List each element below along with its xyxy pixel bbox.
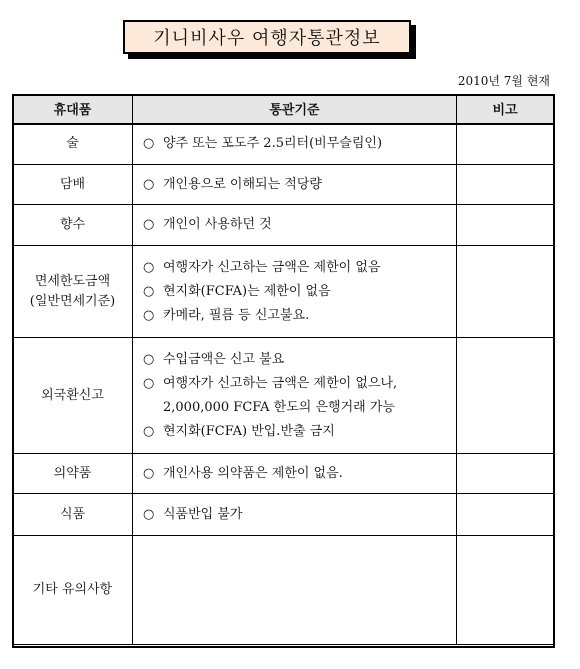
criteria-text: 카메라, 필름 등 신고불요. <box>163 307 310 323</box>
criteria-text: 개인이 사용하던 것 <box>163 217 272 232</box>
row-note <box>457 246 554 338</box>
table-row-currency <box>13 338 554 454</box>
bullet-icon: ○ <box>143 136 155 152</box>
row-note <box>457 124 554 165</box>
table-row-tobacco <box>13 165 554 205</box>
table-header-row <box>13 95 554 124</box>
row-item-line: 면세한도금액 <box>34 273 111 289</box>
row-criteria <box>133 205 457 246</box>
bullet-icon: ○ <box>143 307 155 323</box>
bullet-icon: ○ <box>143 465 155 481</box>
bullet-icon: ○ <box>143 176 155 192</box>
bullet-icon: ○ <box>143 375 155 391</box>
criteria-line <box>143 372 456 396</box>
criteria-line <box>143 304 456 328</box>
criteria-line <box>143 396 456 420</box>
bullet-icon: ○ <box>143 283 155 299</box>
criteria-line <box>143 213 456 237</box>
row-item: 술 <box>13 124 133 165</box>
table-row-food <box>13 494 554 536</box>
criteria-text: 2,000,000 FCFA 한도의 은행거래 가능 <box>163 399 395 415</box>
header-item: 휴대품 <box>13 95 133 124</box>
row-note <box>457 338 554 454</box>
row-criteria <box>133 165 457 205</box>
criteria-line <box>143 420 456 444</box>
criteria-text: 여행자가 신고하는 금액은 제한이 없으나, <box>163 375 398 391</box>
criteria-line <box>143 280 456 304</box>
criteria-text: 개인용으로 이해되는 적당량 <box>163 176 322 192</box>
criteria-text: 여행자가 신고하는 금액은 제한이 없음 <box>163 259 381 275</box>
row-criteria <box>133 536 457 645</box>
row-criteria <box>133 124 457 165</box>
criteria-line <box>143 132 456 156</box>
table-row-perfume <box>13 205 554 246</box>
bullet-icon: ○ <box>143 259 155 275</box>
criteria-text: 식품반입 불가 <box>163 506 243 522</box>
criteria-line <box>143 503 456 527</box>
table-row-medicine <box>13 454 554 494</box>
row-item: 식품 <box>13 494 133 536</box>
header-note: 비고 <box>457 95 554 124</box>
row-item-line: (일반면세기준) <box>29 293 116 309</box>
row-criteria <box>133 454 457 494</box>
table-row-liquor <box>13 124 554 165</box>
bullet-icon: ○ <box>143 506 155 522</box>
row-note <box>457 165 554 205</box>
criteria-text: 개인사용 의약품은 제한이 없음. <box>163 465 343 481</box>
bullet-icon: ○ <box>143 351 155 367</box>
table-row-other <box>13 536 554 645</box>
row-criteria <box>133 246 457 338</box>
page-title: 기니비사우 여행자통관정보 <box>123 20 411 54</box>
table-row-duty-free <box>13 246 554 338</box>
criteria-text: 현지화(FCFA)는 제한이 없음 <box>163 283 331 299</box>
row-criteria <box>133 494 457 536</box>
row-item: 의약품 <box>13 454 133 494</box>
row-note <box>457 205 554 246</box>
criteria-text: 현지화(FCFA) 반입.반출 금지 <box>163 423 335 439</box>
row-item: 외국환신고 <box>13 338 133 454</box>
criteria-line <box>143 348 456 372</box>
row-note <box>457 536 554 645</box>
criteria-line <box>143 173 456 197</box>
criteria-line <box>143 462 456 486</box>
row-item: 향수 <box>13 205 133 246</box>
title-banner <box>123 20 411 54</box>
date-note: 2010년 7월 현재 <box>457 74 550 88</box>
row-note <box>457 454 554 494</box>
customs-table <box>12 94 554 645</box>
row-item: 기타 유의사항 <box>13 536 133 645</box>
row-item <box>13 246 133 338</box>
header-criteria: 통관기준 <box>133 95 457 124</box>
criteria-text: 양주 또는 포도주 2.5리터(비무슬림인) <box>163 136 383 152</box>
criteria-text: 수입금액은 신고 불요 <box>163 351 285 367</box>
criteria-line <box>143 256 456 280</box>
bullet-icon: ○ <box>143 217 155 232</box>
row-item: 담배 <box>13 165 133 205</box>
bullet-icon: ○ <box>143 423 155 439</box>
row-criteria <box>133 338 457 454</box>
row-note <box>457 494 554 536</box>
